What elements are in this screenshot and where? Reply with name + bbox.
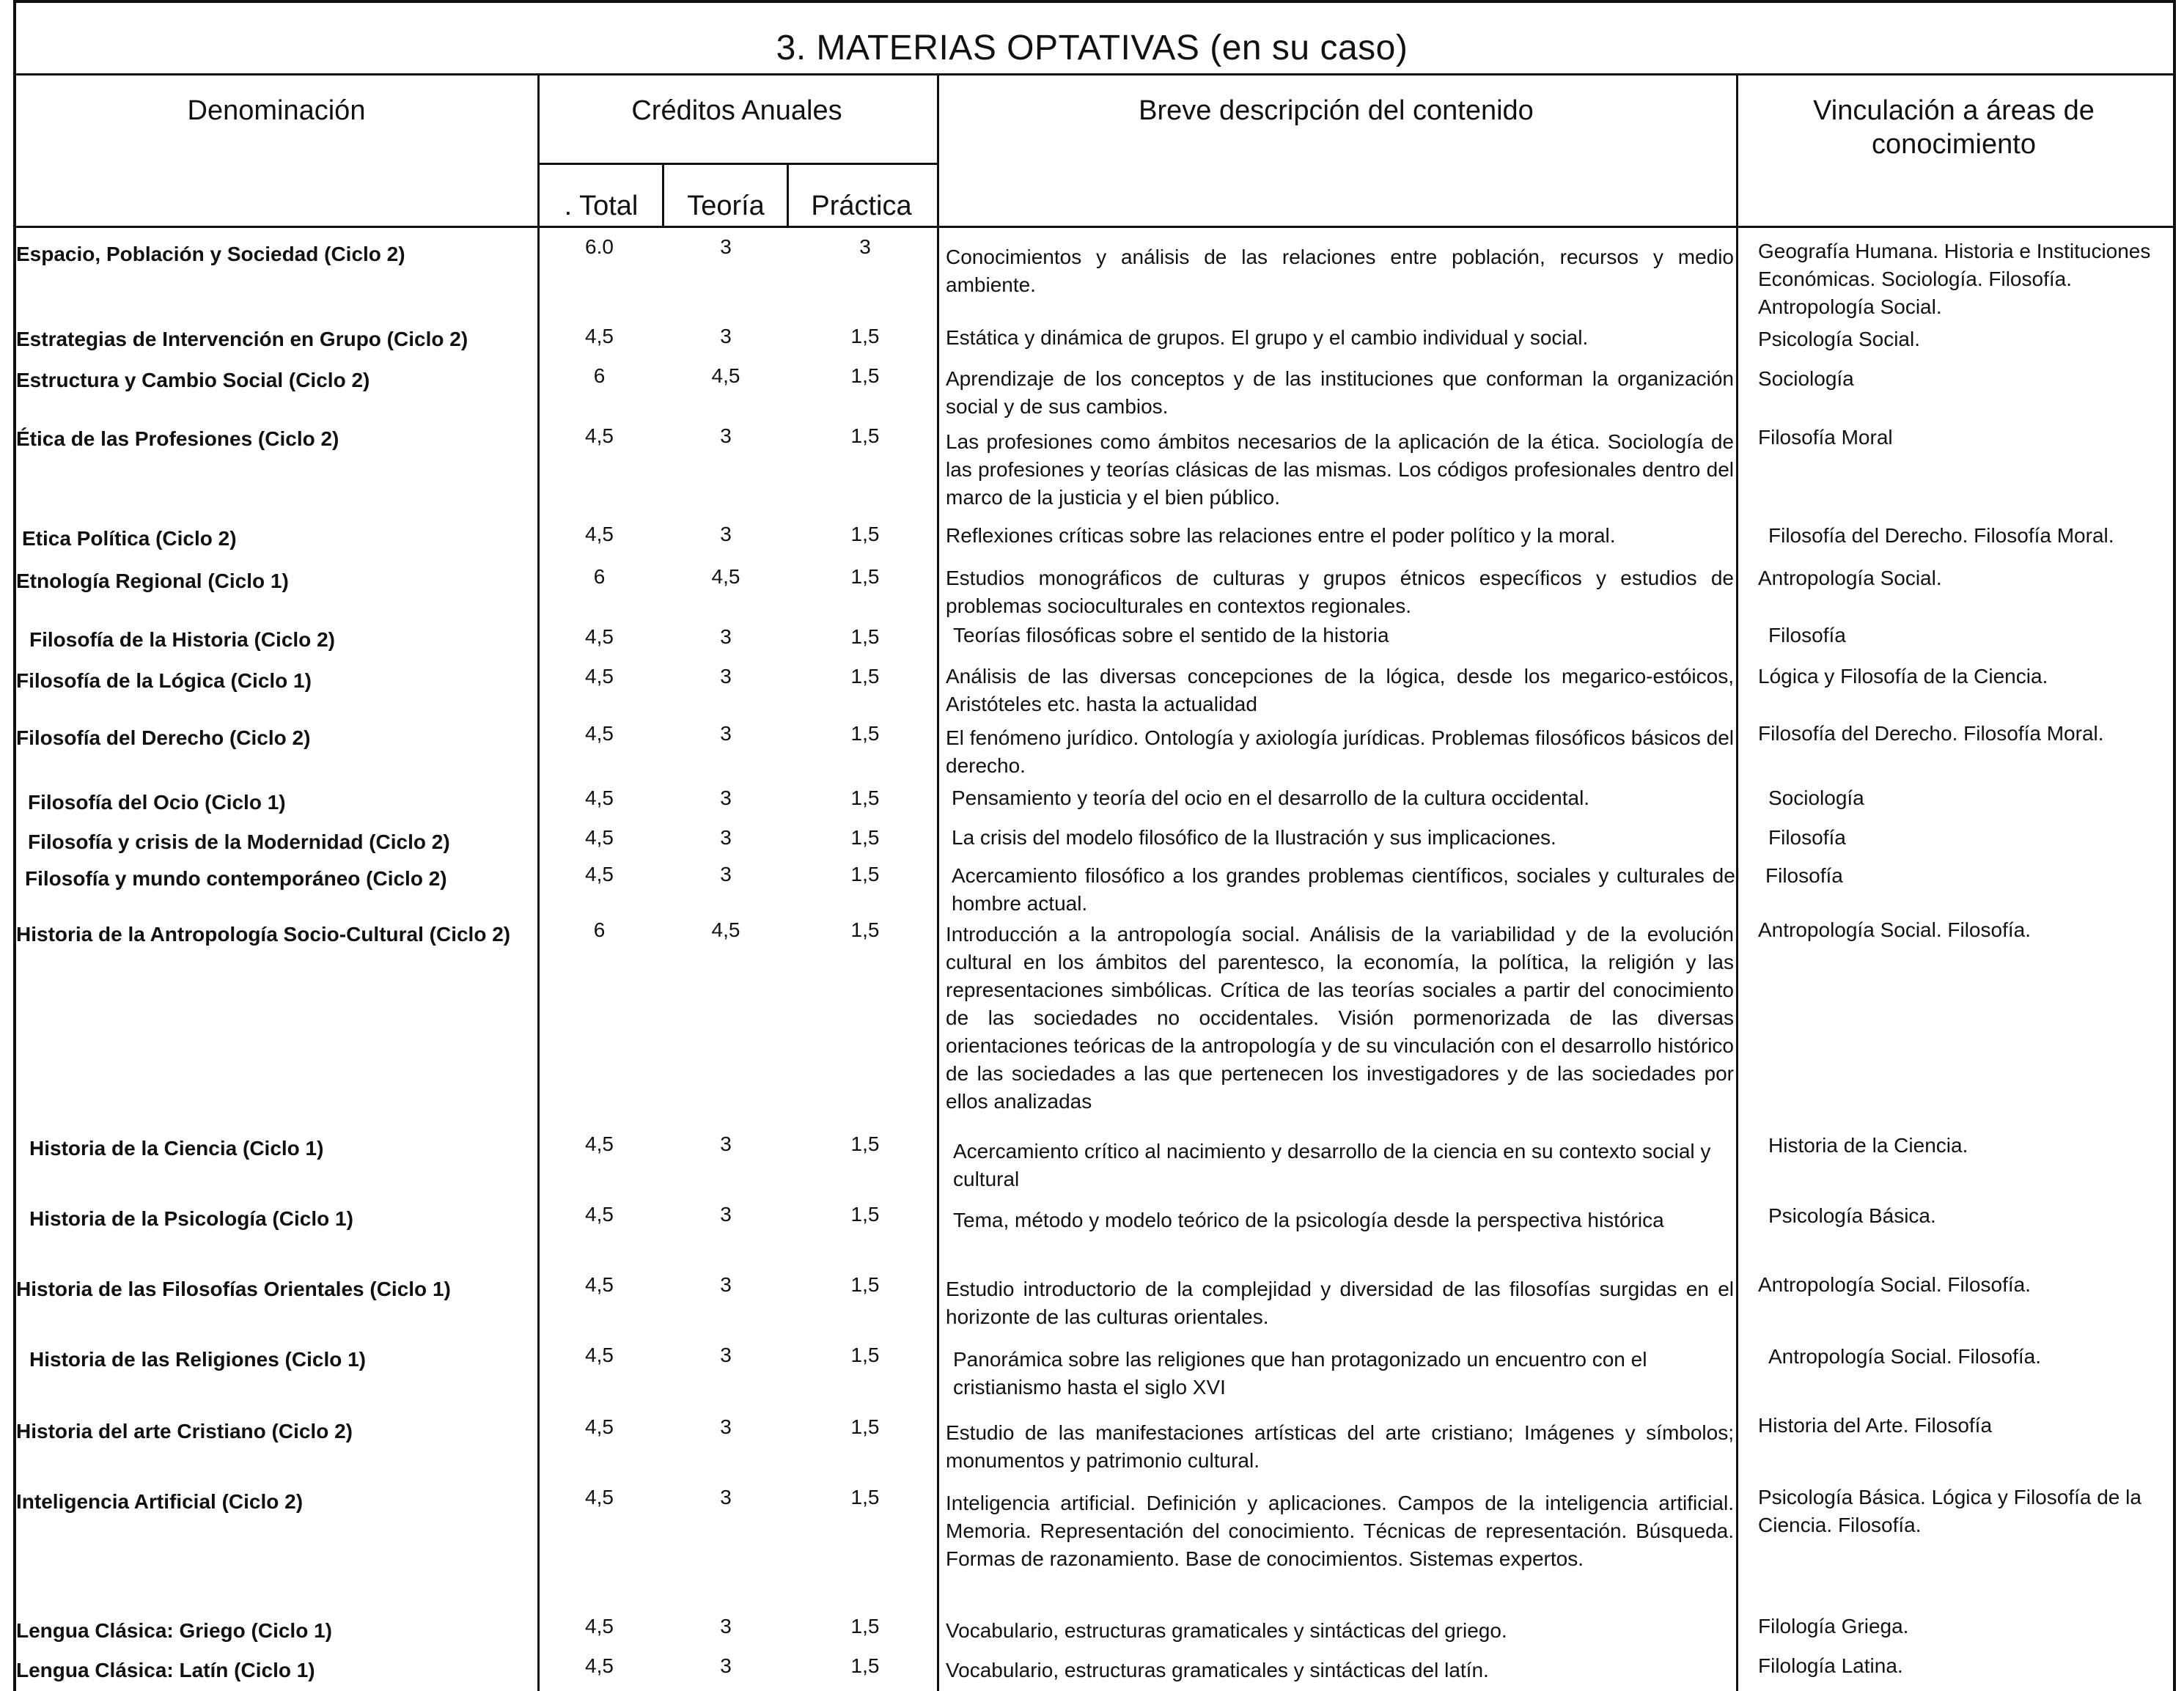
row-teoria: 3 — [720, 863, 732, 885]
row-name: Lengua Clásica: Griego (Ciclo 1) — [16, 1619, 332, 1642]
row-total: 4,5 — [585, 625, 614, 648]
row-practica: 1,5 — [850, 1344, 880, 1366]
row-areas: Filosofía del Derecho. Filosofía Moral. — [1758, 722, 2104, 745]
row-total: 4,5 — [585, 523, 614, 545]
row-teoria: 3 — [720, 1486, 732, 1508]
row-name: Historia del arte Cristiano (Ciclo 2) — [16, 1420, 353, 1443]
row-teoria: 3 — [720, 1344, 732, 1366]
row-total: 6 — [593, 565, 606, 588]
header-teoria: Teoría — [687, 191, 765, 221]
row-name: Filosofía y crisis de la Modernidad (Ciclo 2) — [28, 830, 450, 853]
row-areas: Historia del Arte. Filosofía — [1758, 1414, 1993, 1437]
row-areas: Antropología Social. Filosofía. — [1758, 918, 2031, 941]
row-areas: Filosofía — [1768, 624, 1846, 646]
row-practica: 1,5 — [850, 1415, 880, 1438]
row-name: Historia de la Ciencia (Ciclo 1) — [29, 1137, 324, 1160]
row-total: 4,5 — [585, 1615, 614, 1637]
title-divider — [13, 73, 2176, 75]
row-name: Etnología Regional (Ciclo 1) — [16, 570, 289, 592]
col-divider-3 — [787, 163, 789, 226]
row-areas: Filosofía Moral — [1758, 426, 1893, 449]
row-areas: Sociología — [1758, 367, 1854, 390]
row-teoria: 3 — [720, 235, 732, 258]
row-areas: Filosofía — [1768, 826, 1846, 849]
header-practica: Práctica — [811, 191, 912, 221]
row-areas: Historia de la Ciencia. — [1768, 1134, 1968, 1157]
row-teoria: 3 — [720, 786, 732, 809]
row-total: 6 — [593, 918, 606, 941]
header-total: . Total — [564, 191, 639, 221]
row-practica: 1,5 — [850, 863, 880, 885]
row-descripcion: Conocimientos y análisis de las relaciones entre población, recursos y medio ambiente. — [946, 246, 1734, 296]
row-total: 6.0 — [585, 235, 614, 258]
row-practica: 1,5 — [850, 1615, 880, 1637]
row-practica: 1,5 — [850, 1654, 880, 1677]
row-areas: Geografía Humana. Historia e Instituciones Económicas. Sociología. Filosofía. Antropología Social. — [1758, 240, 2151, 318]
row-practica: 1,5 — [850, 826, 880, 849]
row-practica: 1,5 — [850, 565, 880, 588]
row-name: Historia de las Religiones (Ciclo 1) — [29, 1348, 367, 1371]
row-descripcion: Inteligencia artificial. Definición y aplicaciones. Campos de la inteligencia artificial. Memoria. Representación del conocimiento. Técnicas de representación. Búsqueda. Formas de razonamiento. Base de conocimientos. Sistemas expertos. — [946, 1492, 1734, 1570]
row-total: 4,5 — [585, 325, 614, 347]
row-teoria: 3 — [720, 325, 732, 347]
row-practica: 1,5 — [850, 364, 880, 387]
row-total: 4,5 — [585, 1203, 614, 1226]
row-name: Historia de la Antropología Socio-Cultural (Ciclo 2) — [16, 923, 511, 946]
row-descripcion: Estática y dinámica de grupos. El grupo y el cambio individual y social. — [946, 326, 1589, 349]
row-name: Espacio, Población y Sociedad (Ciclo 2) — [16, 243, 405, 265]
row-teoria: 3 — [720, 625, 732, 648]
row-descripcion: Acercamiento crítico al nacimiento y desarrollo de la ciencia en su contexto social y cultural — [953, 1140, 1711, 1190]
row-areas: Filología Griega. — [1758, 1615, 1909, 1637]
row-areas: Filosofía del Derecho. Filosofía Moral. — [1768, 524, 2114, 547]
row-areas: Psicología Social. — [1758, 328, 1921, 350]
row-name: Filosofía y mundo contemporáneo (Ciclo 2) — [25, 867, 447, 890]
row-descripcion: Introducción a la antropología social. Análisis de la variabilidad y de la evolución cultural en los ámbitos del parentesco, la economía, la política, la religión y las representaciones simbólicas. Crítica de las teorías sociales a partir del conocimiento de las sociedades no occidentales. Visión pormenorizada de las diversas orientaciones teóricas de la antropología y de su vinculación con el desarrollo histórico de las sociedades a las que pertenecen los investigadores y de las sociedades por ellos analizadas — [946, 923, 1734, 1113]
row-total: 4,5 — [585, 722, 614, 745]
row-areas: Antropología Social. Filosofía. — [1768, 1345, 2041, 1368]
row-total: 4,5 — [585, 424, 614, 447]
row-practica: 1,5 — [850, 1273, 880, 1296]
row-teoria: 3 — [720, 1654, 732, 1677]
row-areas: Sociología — [1768, 786, 1864, 809]
row-name: Filosofía del Derecho (Ciclo 2) — [16, 726, 311, 749]
row-descripcion: Vocabulario, estructuras gramaticales y sintácticas del latín. — [946, 1659, 1489, 1681]
row-name: Inteligencia Artificial (Ciclo 2) — [16, 1490, 304, 1513]
row-areas: Psicología Básica. Lógica y Filosofía de la Ciencia. Filosofía. — [1758, 1486, 2141, 1536]
row-total: 4,5 — [585, 665, 614, 688]
row-practica: 1,5 — [850, 1203, 880, 1226]
header-denominacion: Denominación — [187, 95, 366, 126]
row-name: Historia de la Psicología (Ciclo 1) — [29, 1207, 353, 1230]
row-name: Filosofía del Ocio (Ciclo 1) — [28, 791, 286, 814]
row-name: Lengua Clásica: Latín (Ciclo 1) — [16, 1659, 315, 1681]
row-practica: 1,5 — [850, 625, 880, 648]
row-total: 6 — [593, 364, 606, 387]
page-title: 3. MATERIAS OPTATIVAS (en su caso) — [776, 29, 1408, 67]
row-areas: Filología Latina. — [1758, 1654, 1903, 1677]
row-teoria: 3 — [720, 523, 732, 545]
row-teoria: 4,5 — [711, 565, 740, 588]
row-practica: 1,5 — [850, 424, 880, 447]
row-name: Filosofía de la Historia (Ciclo 2) — [29, 628, 335, 651]
row-name: Etica Política (Ciclo 2) — [22, 527, 237, 550]
row-areas: Lógica y Filosofía de la Ciencia. — [1758, 665, 2048, 688]
creditos-divider — [539, 163, 938, 165]
row-teoria: 4,5 — [711, 364, 740, 387]
row-total: 4,5 — [585, 1344, 614, 1366]
row-practica: 3 — [859, 235, 871, 258]
row-practica: 1,5 — [850, 523, 880, 545]
row-areas: Antropología Social. Filosofía. — [1758, 1273, 2031, 1296]
row-teoria: 3 — [720, 1132, 732, 1155]
row-descripcion: Vocabulario, estructuras gramaticales y sintácticas del griego. — [946, 1619, 1507, 1642]
row-name: Estructura y Cambio Social (Ciclo 2) — [16, 369, 370, 391]
header-bottom-line — [13, 226, 2176, 228]
row-name: Historia de las Filosofías Orientales (Ciclo 1) — [16, 1278, 451, 1300]
row-total: 4,5 — [585, 1273, 614, 1296]
header-creditos: Créditos Anuales — [631, 95, 842, 126]
row-total: 4,5 — [585, 863, 614, 885]
row-teoria: 3 — [720, 826, 732, 849]
row-practica: 1,5 — [850, 722, 880, 745]
row-total: 4,5 — [585, 786, 614, 809]
row-total: 4,5 — [585, 1415, 614, 1438]
row-descripcion: Reflexiones críticas sobre las relaciones entre el poder político y la moral. — [946, 524, 1616, 547]
row-name: Estrategias de Intervención en Grupo (Ciclo 2) — [16, 328, 468, 350]
row-descripcion: Estudio introductorio de la complejidad y diversidad de las filosofías surgidas en el horizonte de las culturas orientales. — [946, 1278, 1734, 1328]
row-name: Ética de las Profesiones (Ciclo 2) — [16, 427, 339, 450]
row-descripcion: Estudio de las manifestaciones artísticas del arte cristiano; Imágenes y símbolos; monumentos y patrimonio cultural. — [946, 1421, 1734, 1472]
row-total: 4,5 — [585, 1654, 614, 1677]
row-total: 4,5 — [585, 1486, 614, 1508]
row-teoria: 4,5 — [711, 918, 740, 941]
row-teoria: 3 — [720, 424, 732, 447]
row-practica: 1,5 — [850, 665, 880, 688]
row-descripcion: Aprendizaje de los conceptos y de las instituciones que conforman la organización social y de sus cambios. — [946, 367, 1734, 418]
row-total: 4,5 — [585, 1132, 614, 1155]
row-descripcion: Pensamiento y teoría del ocio en el desarrollo de la cultura occidental. — [952, 786, 1590, 809]
row-areas: Filosofía — [1765, 864, 1843, 887]
header-descripcion: Breve descripción del contenido — [1139, 95, 1534, 126]
row-areas: Antropología Social. — [1758, 567, 1942, 589]
row-descripcion: Estudios monográficos de culturas y grupos étnicos específicos y estudios de problemas socioculturales en contextos regionales. — [946, 567, 1734, 617]
row-practica: 1,5 — [850, 1486, 880, 1508]
row-descripcion: El fenómeno jurídico. Ontología y axiología jurídicas. Problemas filosóficos básicos del derecho. — [946, 726, 1734, 777]
col-divider-2 — [662, 163, 664, 226]
row-descripcion: Las profesiones como ámbitos necesarios de la aplicación de la ética. Sociología de las profesiones y teorías clásicas de las mismas. Los códigos profesionales dentro del marco de la justicia y el bien público. — [946, 430, 1734, 509]
row-descripcion: Teorías filosóficas sobre el sentido de la historia — [953, 624, 1389, 646]
row-teoria: 3 — [720, 1273, 732, 1296]
row-practica: 1,5 — [850, 918, 880, 941]
row-practica: 1,5 — [850, 1132, 880, 1155]
row-descripcion: Análisis de las diversas concepciones de la lógica, desde los megarico-estóicos, Aristóteles etc. hasta la actualidad — [946, 665, 1734, 715]
row-teoria: 3 — [720, 665, 732, 688]
row-descripcion: La crisis del modelo filosófico de la Ilustración y sus implicaciones. — [952, 826, 1556, 849]
row-teoria: 3 — [720, 1415, 732, 1438]
row-teoria: 3 — [720, 1615, 732, 1637]
row-teoria: 3 — [720, 722, 732, 745]
row-practica: 1,5 — [850, 786, 880, 809]
row-teoria: 3 — [720, 1203, 732, 1226]
row-areas: Psicología Básica. — [1768, 1204, 1936, 1227]
row-descripcion: Tema, método y modelo teórico de la psicología desde la perspectiva histórica — [953, 1209, 1664, 1231]
row-descripcion: Acercamiento filosófico a los grandes problemas científicos, sociales y culturales del hombre actual. — [952, 864, 1740, 915]
row-practica: 1,5 — [850, 325, 880, 347]
row-total: 4,5 — [585, 826, 614, 849]
row-name: Filosofía de la Lógica (Ciclo 1) — [16, 669, 312, 692]
header-vinculacion: Vinculación a áreas de conocimiento — [1813, 95, 2095, 160]
row-descripcion: Panorámica sobre las religiones que han protagonizado un encuentro con el cristianismo hasta el siglo XVI — [953, 1348, 1647, 1399]
